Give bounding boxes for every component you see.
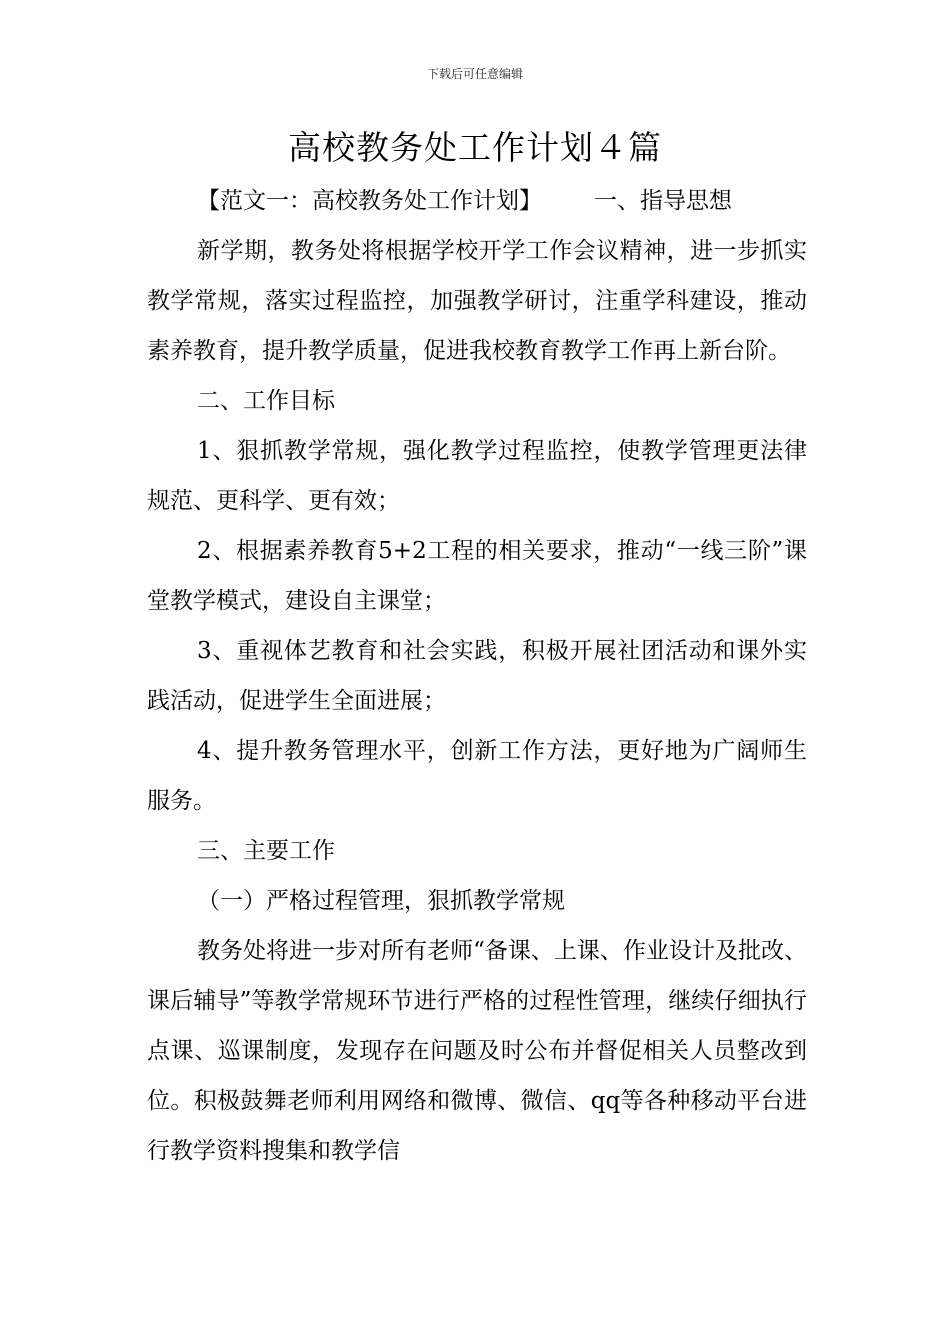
essay-label: 【范文一：高校教务处工作计划】 xyxy=(197,188,542,214)
document-body xyxy=(147,176,807,1176)
header-note: 下载后可任意编辑 xyxy=(426,67,523,81)
section-heading-work-goals: 二、工作目标 xyxy=(197,388,335,414)
section-heading-main-work: 三、主要工作 xyxy=(197,838,335,864)
subsection-heading-1: （一）严格过程管理，狠抓教学常规 xyxy=(197,888,565,914)
goal-item-4: 4、提升教务管理水平，创新工作方法，更好地为广阔师生服务。 xyxy=(147,738,807,814)
goal-item-1: 1、狠抓教学常规，强化教学过程监控，使教学管理更法律规范、更科学、更有效； xyxy=(147,438,807,514)
subhead-line xyxy=(147,176,807,226)
paragraph-process-management: 教务处将进一步对所有老师“备课、上课、作业设计及批改、课后辅导”等教学常规环节进行严格的过程性管理，继续仔细执行点课、巡课制度，发现存在问题及时公布并督促相关人员整改到位。积极鼓舞老师利用网络和微博、微信、qq等各种移动平台进行教学资料搜集和教学信 xyxy=(147,938,807,1164)
section-heading-guiding-thought: 一、指导思想 xyxy=(594,188,732,214)
goal-item-2: 2、根据素养教育5+2工程的相关要求，推动“一线三阶”课堂教学模式，建设自主课堂； xyxy=(147,538,807,614)
document-title: 高校教务处工作计划４篇 xyxy=(288,128,662,167)
paragraph-guiding-thought: 新学期，教务处将根据学校开学工作会议精神，进一步抓实教学常规，落实过程监控，加强教学研讨，注重学科建设，推动素养教育，提升教学质量，促进我校教育教学工作再上新台阶。 xyxy=(147,238,807,364)
goal-item-3: 3、重视体艺教育和社会实践，积极开展社团活动和课外实践活动，促进学生全面进展； xyxy=(147,638,807,714)
